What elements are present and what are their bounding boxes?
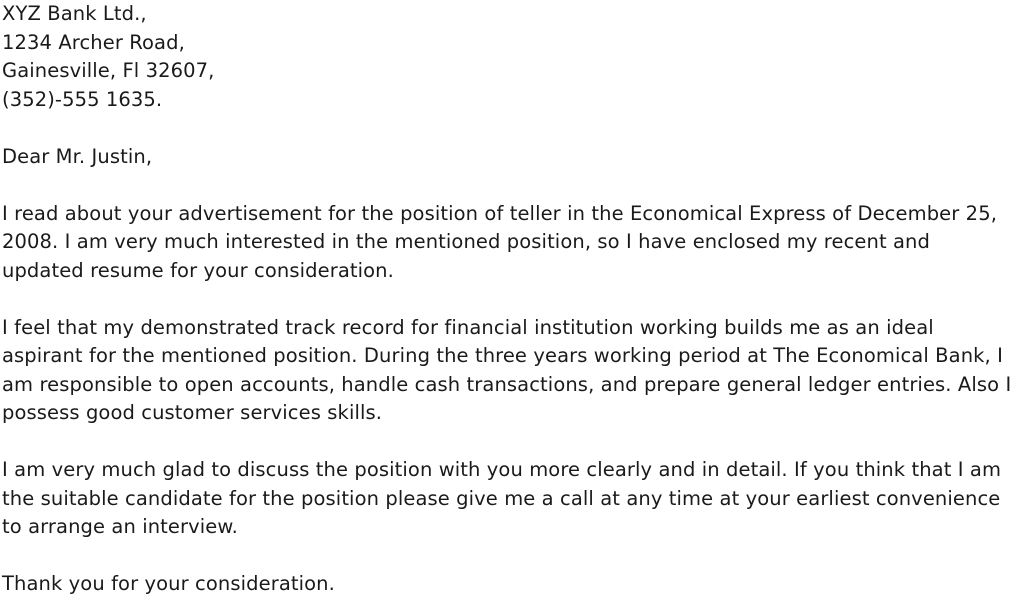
address-line-company: XYZ Bank Ltd., [2, 2, 147, 25]
paragraph-introduction: I read about your advertisement for the position of teller in the Economical Express of December 25, 2008. I am very much interested in the mentioned position, so I have enclosed my recent and updated resume for your consideration. [2, 201, 997, 282]
closing-line: Thank you for your consideration. [2, 572, 335, 595]
recipient-address [2, 0, 1018, 114]
letter-document [2, 0, 1018, 599]
paragraph-experience: I feel that my demonstrated track record for financial institution working builds me as an ideal aspirant for the mentioned position. During the three years working period at The Economical Bank, I am responsible to open accounts, handle cash transactions, and prepare general ledger entries. Also I possess good customer services skills. [2, 315, 1012, 424]
paragraph-request-interview: I am very much glad to discuss the position with you more clearly and in detail. If you think that I am the suitable candidate for the position please give me a call at any time at your earliest convenience to arrange an interview. [2, 458, 1002, 538]
address-line-street: 1234 Archer Road, [2, 30, 185, 54]
salutation: Dear Mr. Justin, [2, 144, 153, 168]
address-line-phone: (352)-555 1635. [2, 87, 163, 111]
address-line-city: Gainesville, Fl 32607, [2, 59, 215, 82]
